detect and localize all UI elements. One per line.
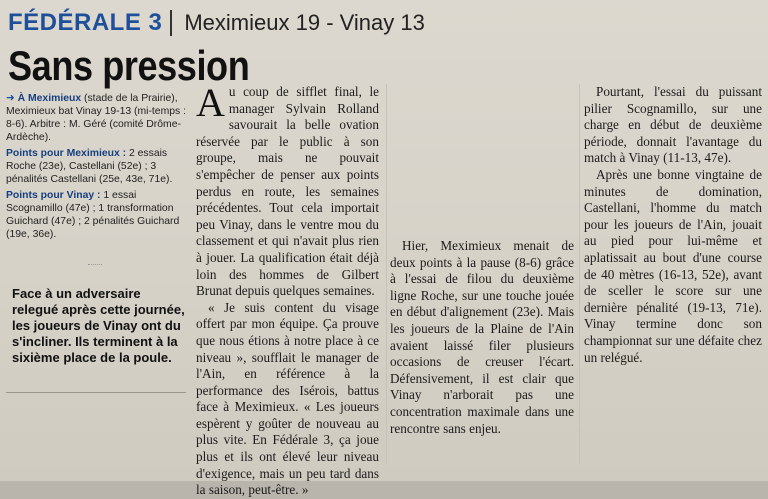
column-divider bbox=[579, 84, 580, 464]
lead-summary: Face à un adversaire relegué après cette journée, les joueurs de Vinay ont du s'incliner. Ils terminent à la sixième place de la poule. bbox=[12, 286, 185, 365]
paragraph-text: Pourtant, l'essai du puissant pilier Scognamillo, sur une charge en début de deuxième période, donnait l'avantage du match à Vinay (11-13, 47e). bbox=[584, 84, 762, 166]
paragraph-text: « Je suis content du visage offert par mon équipe. Ça prouve que nous étions à notre place à ce niveau », soufflait le manager de l'Ain, en référence à la performance des Isérois, battus face à Meximieux. « Les joueurs espèrent y goûter de nouveau au plus vite. En Fédérale 3, ça joue plus et ils ont élevé leur niveau d'exigence, mais un peu tard dans la saison, peut-être. » bbox=[196, 299, 379, 498]
meximieux-label: Points pour Meximieux : bbox=[6, 148, 127, 159]
divider bbox=[6, 392, 186, 393]
meximieux-text: 2 essais Roche (23e), Castellani (52e) ; 3 pénalités Castellani (25e, 43e, 71e). bbox=[6, 148, 173, 185]
paragraph bbox=[584, 84, 762, 167]
header-separator bbox=[170, 10, 172, 36]
paragraph bbox=[196, 80, 379, 300]
vinay-points bbox=[6, 189, 190, 241]
venue-text: (stade de la Prairie), Meximieux bat Vinay 19-13 (mi-temps : 8-6). Arbitre : M. Géré (comité Drôme-Ardèche). bbox=[6, 93, 186, 143]
venue-paragraph bbox=[6, 92, 190, 144]
paragraph bbox=[584, 167, 762, 366]
body-column-2 bbox=[390, 238, 574, 468]
match-title: Meximieux 19 - Vinay 13 bbox=[184, 10, 425, 35]
body-column-3 bbox=[584, 84, 762, 464]
meximieux-points bbox=[6, 147, 190, 186]
paragraph bbox=[196, 300, 379, 499]
section-rubric: FÉDÉRALE 3 bbox=[8, 9, 163, 36]
arrow-icon: ➜ bbox=[6, 93, 15, 104]
paragraph-text: Hier, Meximieux menait de deux points à la pause (8-6) grâce à l'essai de filou du deuxième ligne Roche, sur une touche jouée en début d'alignement (23e). Mais les joueurs de la Plaine de l'Ain avaient laissé filer plusieurs occasions de creuser l'écart. Défensivement, il est clair que Vinay n'arborait pas une concentration maximale dans une rencontre sans enjeu. bbox=[390, 238, 574, 436]
vinay-label: Points pour Vinay : bbox=[6, 190, 101, 201]
venue-label: À Meximieux bbox=[17, 93, 82, 104]
decorative-dots bbox=[88, 264, 102, 271]
match-sheet-sidebar bbox=[6, 92, 190, 244]
paragraph-text: u coup de sifflet final, le manager Sylvain Rolland savourait la belle ovation réservée par le public à son groupe, mais ne pouvait s'empêcher de penser aux points perdus en route, les semaines précédentes. Tout cela importait peu Vinay, dans le ventre mou du classement et qui n'avait plus rien à jouer. La qualification était déjà loin des hommes de Gilbert Brunat depuis quelques semaines. bbox=[196, 84, 379, 299]
headline: Sans pression bbox=[8, 42, 250, 89]
paragraph-text: Après une bonne vingtaine de minutes de domination, Castellani, l'homme du match pour les joueurs de l'Ain, jouait au pied pour lui-même et aplatissait au bout d'une course de 40 mètres (16-13, 52e), avant de sceller le score sur une dernière pénalité (19-13, 71e). Vinay termine donc son championnat sur une défaite chez un relégué. bbox=[584, 166, 762, 365]
drop-cap: A bbox=[196, 80, 225, 125]
article-header bbox=[8, 6, 425, 40]
vinay-text: 1 essai Scognamillo (47e) ; 1 transformation Guichard (47e) ; 2 pénalités Guichard (19e, 36e). bbox=[6, 190, 180, 240]
paragraph bbox=[390, 238, 574, 437]
column-divider bbox=[386, 84, 387, 464]
body-column-1 bbox=[196, 80, 379, 498]
